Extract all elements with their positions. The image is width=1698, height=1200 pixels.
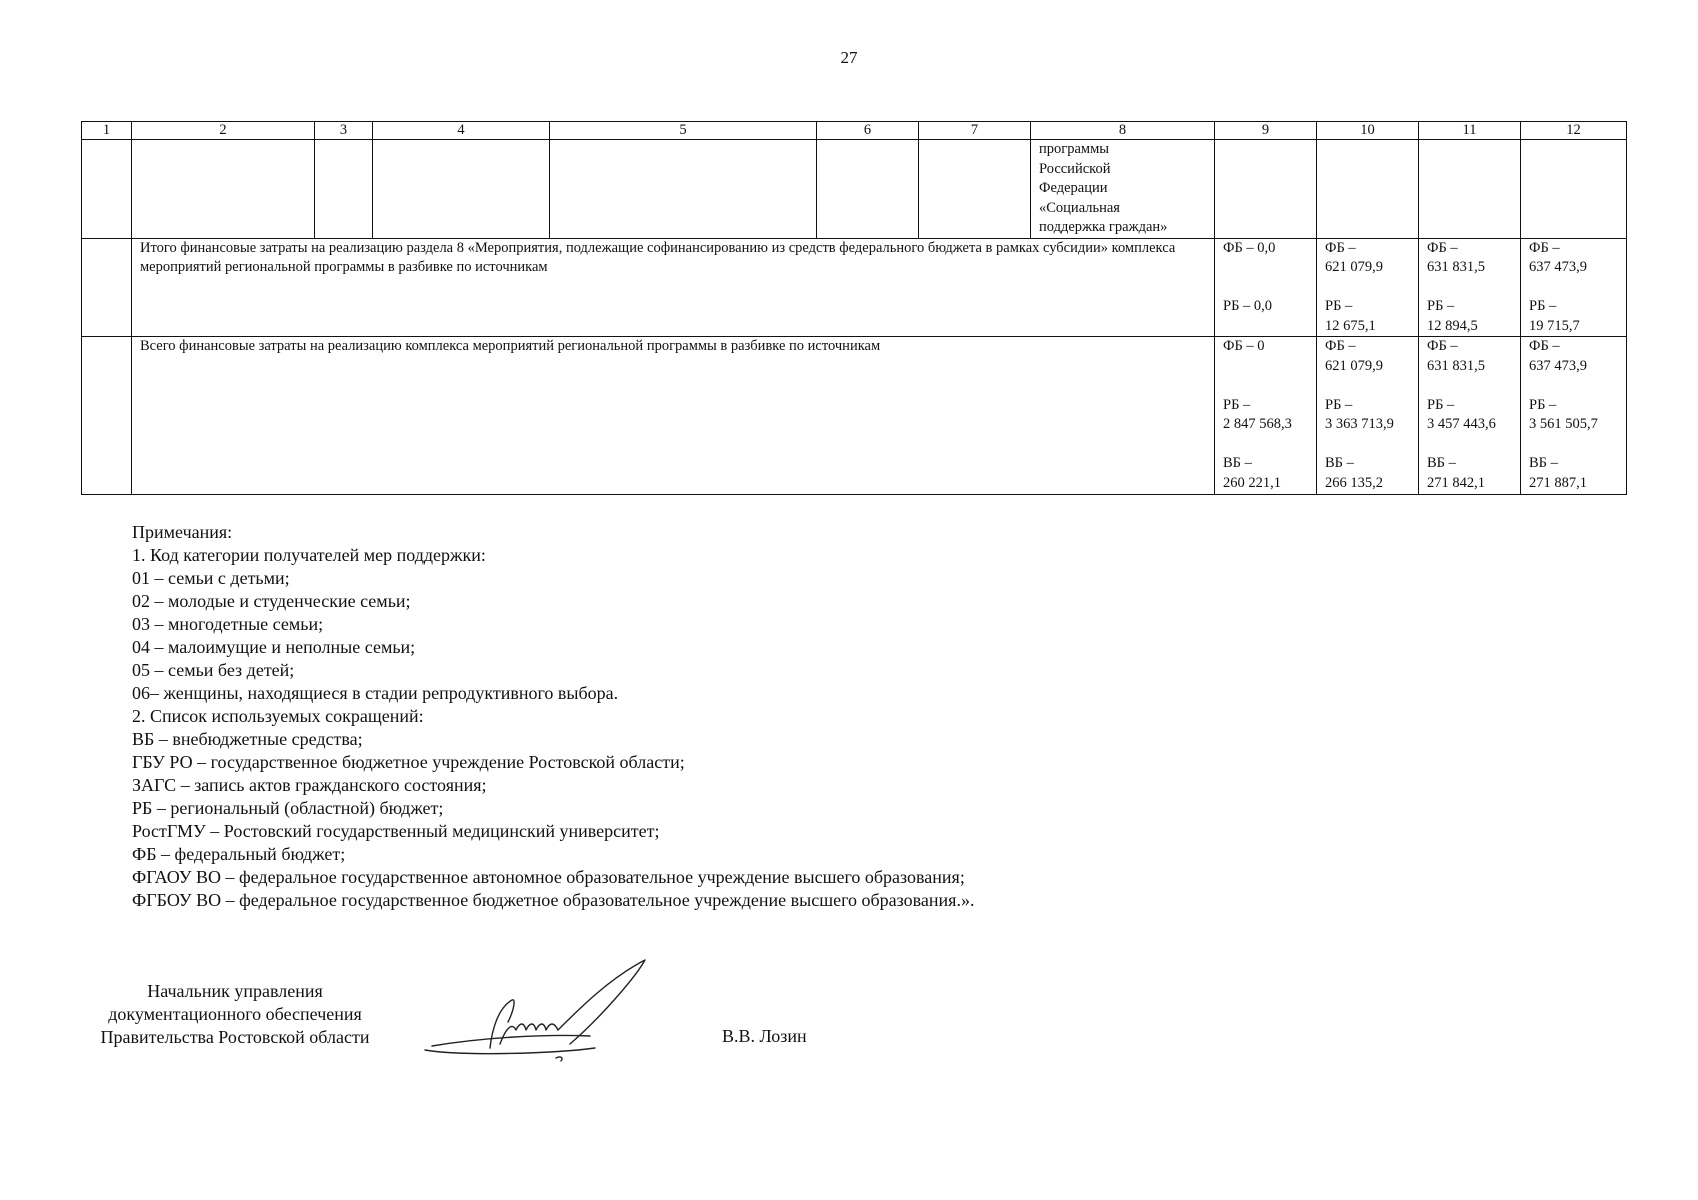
col12-values: ФБ – 637 473,9 РБ – 19 715,7 (1521, 238, 1627, 337)
notes-heading: Примечания: (132, 522, 233, 542)
section8-total-row (82, 238, 1627, 337)
header-cell: 1 (82, 122, 132, 140)
notes-line: 05 – семьи без детей; (132, 660, 295, 680)
col12-values: ФБ – 637 473,9 РБ – 3 561 505,7 ВБ – 271 887,1 (1521, 337, 1627, 495)
table-cell (1419, 140, 1521, 239)
section8-total-label: Итого финансовые затраты на реализацию раздела 8 «Мероприятия, подлежащие софинансированию из средств федерального бюджета в рамках субсидии» комплекса мероприятий региональной программы в разбивке по источникам (132, 238, 1215, 337)
header-cell: 4 (373, 122, 550, 140)
header-cell: 8 (1031, 122, 1215, 140)
table-header-row (82, 122, 1627, 140)
table-cell (550, 140, 817, 239)
notes-line: ГБУ РО – государственное бюджетное учреждение Ростовской области; (132, 752, 685, 772)
header-cell: 6 (817, 122, 919, 140)
notes-line: 1. Код категории получателей мер поддержки: (132, 545, 486, 565)
col9-values: ФБ – 0,0 РБ – 0,0 (1215, 238, 1317, 337)
notes-line: 02 – молодые и студенческие семьи; (132, 591, 411, 611)
table-cell (132, 140, 315, 239)
notes-line: 01 – семьи с детьми; (132, 568, 290, 588)
notes-line: ФГБОУ ВО – федеральное государственное бюджетное образовательное учреждение высшего образования.». (132, 890, 975, 910)
table-cell (817, 140, 919, 239)
notes-section (132, 521, 974, 912)
col10-values: ФБ – 621 079,9 РБ – 12 675,1 (1317, 238, 1419, 337)
grand-total-row (82, 337, 1627, 495)
header-cell: 2 (132, 122, 315, 140)
table-cell (1317, 140, 1419, 239)
col11-values: ФБ – 631 831,5 РБ – 3 457 443,6 ВБ – 271 842,1 (1419, 337, 1521, 495)
table-cell (315, 140, 373, 239)
table-cell (1215, 140, 1317, 239)
signer-position: Начальник управления документационного обеспечения Правительства Ростовской области (100, 981, 370, 1047)
notes-line: РБ – региональный (областной) бюджет; (132, 798, 444, 818)
notes-line: ФБ – федеральный бюджет; (132, 844, 346, 864)
table-cell (373, 140, 550, 239)
header-cell: 7 (919, 122, 1031, 140)
continuation-row (82, 140, 1627, 239)
header-cell: 9 (1215, 122, 1317, 140)
grand-total-label: Всего финансовые затраты на реализацию комплекса мероприятий региональной программы в разбивке по источникам (132, 337, 1215, 495)
header-cell: 5 (550, 122, 817, 140)
col10-values: ФБ – 621 079,9 РБ – 3 363 713,9 ВБ – 266 135,2 (1317, 337, 1419, 495)
notes-line: 06– женщины, находящиеся в стадии репродуктивного выбора. (132, 683, 619, 703)
notes-line: РостГМУ – Ростовский государственный медицинский университет; (132, 821, 660, 841)
col9-values: ФБ – 0 РБ – 2 847 568,3 ВБ – 260 221,1 (1215, 337, 1317, 495)
notes-line: 04 – малоимущие и неполные семьи; (132, 637, 416, 657)
notes-line: 2. Список используемых сокращений: (132, 706, 424, 726)
table-cell (82, 140, 132, 239)
table-cell (919, 140, 1031, 239)
program-name-cell: программы Российской Федерации «Социальная поддержка граждан» (1031, 140, 1215, 239)
notes-line: ЗАГС – запись актов гражданского состояния; (132, 775, 487, 795)
notes-line: ФГАОУ ВО – федеральное государственное автономное образовательное учреждение высшего образования; (132, 867, 965, 887)
table-cell (82, 238, 132, 337)
budget-table (81, 121, 1627, 495)
signer-name: В.В. Лозин (722, 1026, 807, 1046)
header-cell: 3 (315, 122, 373, 140)
table-cell (82, 337, 132, 495)
handwritten-signature (420, 958, 660, 1068)
notes-line: ВБ – внебюджетные средства; (132, 729, 363, 749)
notes-line: 03 – многодетные семьи; (132, 614, 324, 634)
page-number: 27 (840, 48, 858, 67)
header-cell: 12 (1521, 122, 1627, 140)
header-cell: 10 (1317, 122, 1419, 140)
table-cell (1521, 140, 1627, 239)
header-cell: 11 (1419, 122, 1521, 140)
col11-values: ФБ – 631 831,5 РБ – 12 894,5 (1419, 238, 1521, 337)
